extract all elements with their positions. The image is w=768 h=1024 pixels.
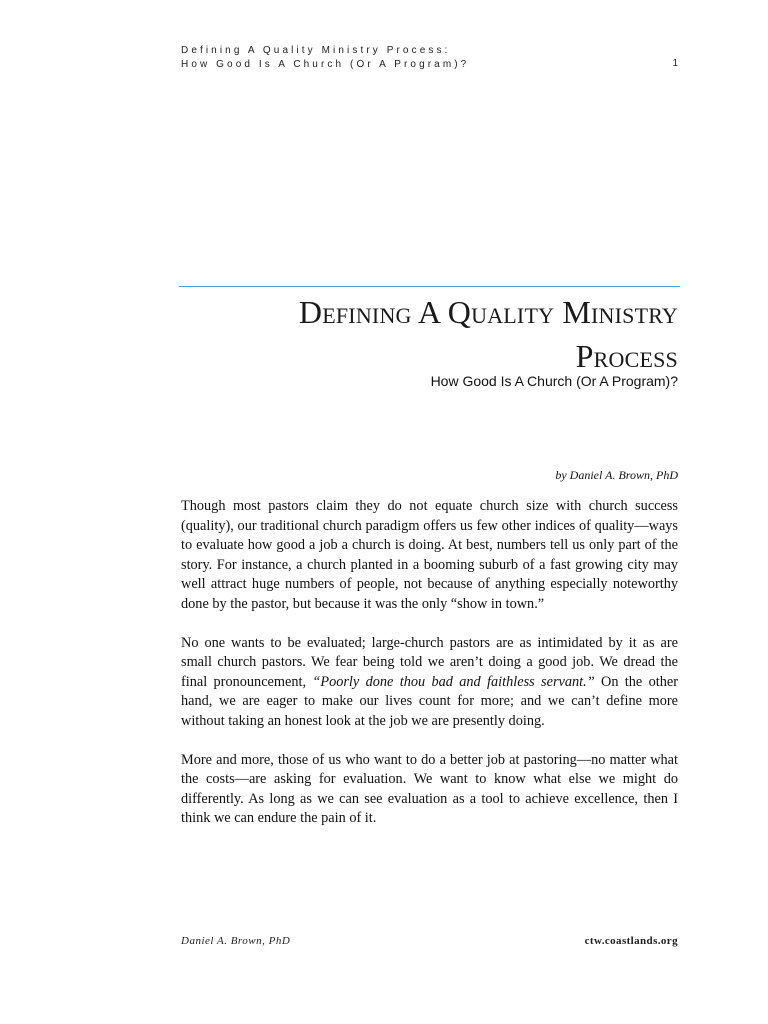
article-body (181, 497, 678, 848)
paragraph-2-start: No one wants to be evaluated; large-church pastors are as intimidated by it as are small church pastors. We fear being told we aren’t doing a good job. We dread the final pronouncement, (181, 634, 678, 690)
title-divider (179, 286, 680, 287)
footer-website: ctw.coastlands.org (584, 935, 678, 947)
page-title (179, 290, 678, 378)
header-line-2: How Good Is A Church (Or A Program)? (181, 59, 470, 70)
page-subtitle: How Good Is A Church (Or A Program)? (430, 373, 678, 389)
header-line-1: Defining A Quality Ministry Process: (181, 45, 451, 56)
title-line-2: Process (575, 338, 678, 374)
paragraph-2-end: On the other hand, we are eager to make our lives count for more; and we can’t define more without taking an honest look at the job we are presently doing. (181, 673, 678, 729)
running-header (181, 44, 678, 72)
author-byline: by Daniel A. Brown, PhD (555, 468, 678, 482)
footer-author: Daniel A. Brown, PhD (181, 935, 291, 947)
paragraph-3: More and more, those of us who want to do a better job at pastoring—no matter what the costs—are asking for evaluation. We want to know what else we might do differently. As long as we can see evaluation as a tool to achieve excellence, then I think we can endure the pain of it. (181, 751, 678, 826)
paragraph-1: Though most pastors claim they do not equate church size with church success (quality), our traditional church paradigm offers us few other indices of quality—ways to evaluate how good a job a church is doing. At best, numbers tell us only part of the story. For instance, a church planted in a booming suburb of a fast growing city may well attract huge numbers of people, not because of anything especially noteworthy done by the pastor, but because it was the only “show in town.” (181, 498, 678, 612)
title-line-1: Defining A Quality Ministry (298, 294, 678, 330)
paragraph-2-quote: “Poorly done thou bad and faithless servant.” (312, 673, 595, 690)
paragraph-2 (181, 634, 678, 732)
page-number: 1 (672, 58, 678, 69)
